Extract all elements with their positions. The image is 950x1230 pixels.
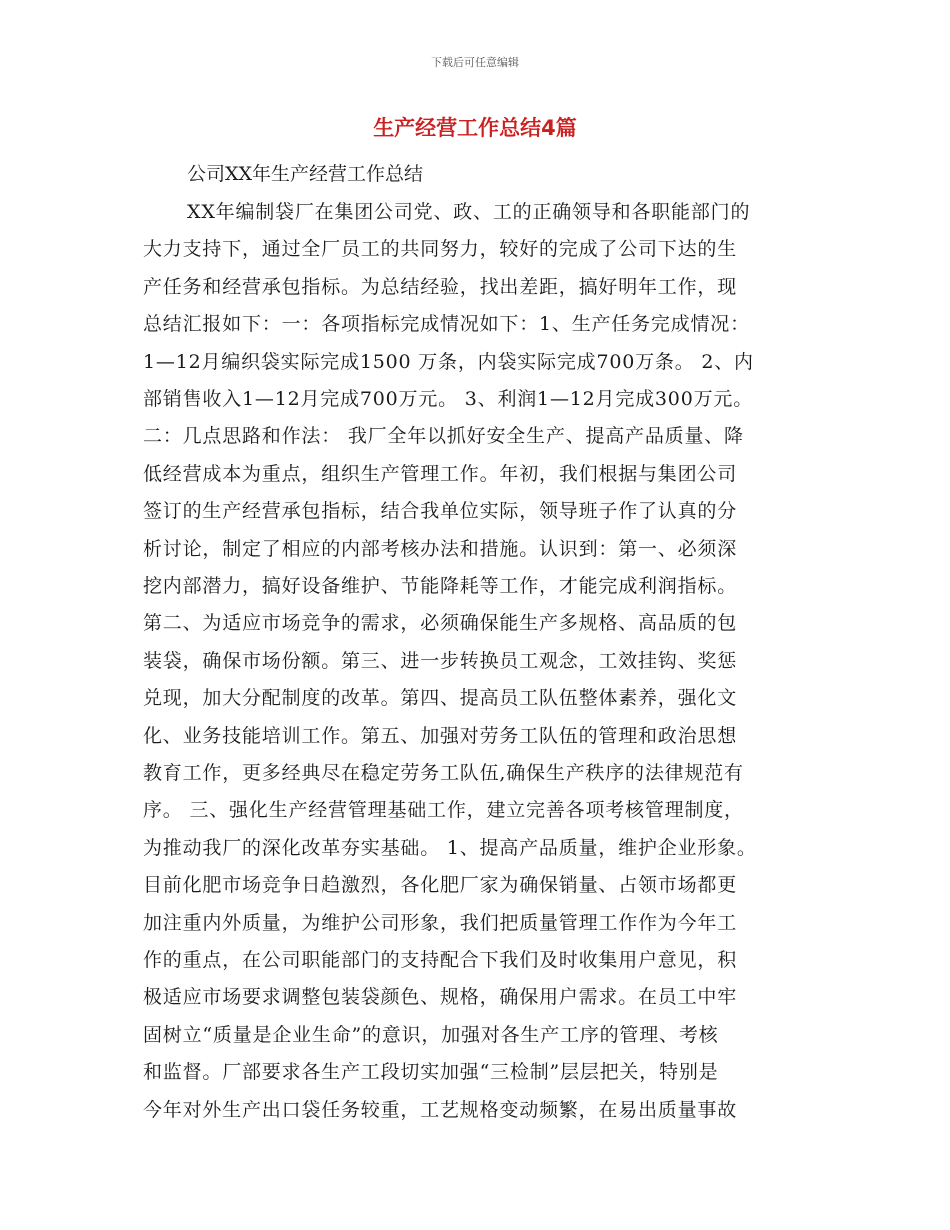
body-line: 挖内部潜力，搞好设备维护、节能降耗等工作，才能完成利润指标。 [143, 575, 738, 597]
body-line: 1—12月编织袋实际完成1500 万条，内袋实际完成700万条。 2、内 [143, 350, 754, 373]
body-line: 化、业务技能培训工作。第五、加强对劳务工队伍的管理和政治思想 [143, 724, 738, 747]
body-line: 低经营成本为重点，组织生产管理工作。年初，我们根据与集团公司 [143, 462, 738, 485]
body-line: 部销售收入1—12月完成700万元。 3、利润1—12月完成300万元。 [143, 388, 753, 410]
body-line: 极适应市场要求调整包装袋颜色、规格，确保用户需求。在员工中牢 [143, 986, 738, 1009]
body-line: 兑现，加大分配制度的改革。第四、提高员工队伍整体素养，强化文 [143, 687, 738, 710]
body-line: 今年对外生产出口袋任务较重，工艺规格变动频繁，在易出质量事故 [143, 1098, 738, 1121]
body-line: 产任务和经营承包指标。为总结经验，找出差距，搞好明年工作，现 [143, 275, 738, 298]
section-subtitle: 公司XX年生产经营工作总结 [187, 163, 424, 185]
body-line: 目前化肥市场竞争日趋激烈，各化肥厂家为确保销量、占领市场都更 [143, 874, 738, 897]
body-line: 签订的生产经营承包指标，结合我单位实际，领导班子作了认真的分 [143, 500, 738, 523]
document-title: 生产经营工作总结4篇 [373, 116, 577, 140]
body-line: 大力支持下，通过全厂员工的共同努力，较好的完成了公司下达的生 [143, 238, 738, 261]
body-line: 教育工作，更多经典尽在稳定劳务工队伍,确保生产秩序的法律规范有 [143, 762, 744, 784]
body-line: 析讨论，制定了相应的内部考核办法和措施。认识到：第一、必须深 [143, 537, 738, 560]
body-line: 加注重内外质量，为维护公司形象，我们把质量管理工作作为今年工 [143, 911, 738, 934]
body-line: 和监督。厂部要求各生产工段切实加强“三检制”层层把关，特别是 [143, 1061, 719, 1084]
body-line: XX年编制袋厂在集团公司党、政、工的正确领导和各职能部门的 [187, 201, 751, 223]
body-line: 总结汇报如下：一：各项指标完成情况如下：1、生产任务完成情况： [143, 313, 750, 336]
body-line: 序。 三、强化生产经营管理基础工作，建立完善各项考核管理制度， [143, 799, 744, 822]
body-line: 为推动我厂的深化改革夯实基础。 1、提高产品质量，维护企业形象。 [143, 836, 757, 859]
body-line: 装袋，确保市场份额。第三、进一步转换员工观念，工效挂钩、奖惩 [143, 649, 738, 672]
body-line: 固树立“质量是企业生命”的意识，加强对各生产工序的管理、考核 [143, 1023, 719, 1046]
header-note: 下载后可任意编辑 [431, 56, 519, 69]
body-line: 第二、为适应市场竞争的需求，必须确保能生产多规格、高品质的包 [143, 612, 738, 635]
body-line: 二：几点思路和作法： 我厂全年以抓好安全生产、提高产品质量、降 [143, 425, 744, 448]
body-line: 作的重点，在公司职能部门的支持配合下我们及时收集用户意见，积 [143, 949, 738, 971]
